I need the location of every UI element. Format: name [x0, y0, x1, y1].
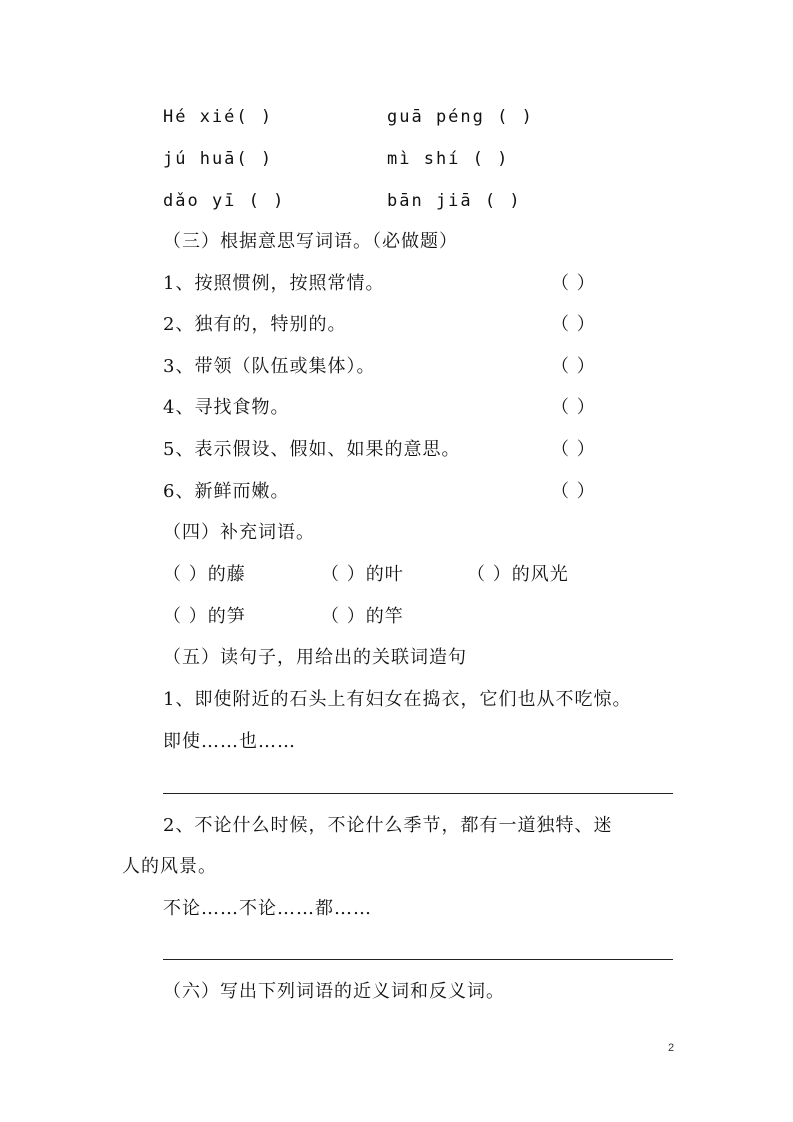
- item-text: 6、新鲜而嫩。: [163, 481, 290, 502]
- section-5-q2-sentence-line-2: 人的风景。: [122, 856, 217, 877]
- pinyin-item-daoyi: dǎo yī ( ): [163, 191, 286, 211]
- answer-blank: （ ）: [551, 481, 596, 502]
- item-text: 3、带领（队伍或集体）。: [163, 356, 376, 377]
- item-text: 5、表示假设、假如、如果的意思。: [163, 439, 461, 460]
- section-5-q1-pattern: 即使……也……: [163, 731, 296, 752]
- section-6-heading: （六）写出下列词语的近义词和反义词。: [163, 981, 505, 1002]
- pinyin-item-guapeng: guā péng ( ): [387, 107, 534, 127]
- section-5-q2-sentence-line-1: 2、不论什么时候，不论什么季节，都有一道独特、迷: [163, 815, 613, 836]
- section-3-heading: （三）根据意思写词语。（必做题）: [163, 231, 458, 252]
- fill-phrase: （ ）的叶: [321, 564, 404, 585]
- answer-blank: （ ）: [551, 356, 596, 377]
- answer-blank: （ ）: [551, 273, 596, 294]
- fill-phrase: （ ）的藤: [163, 564, 246, 585]
- item-text: 4、寻找食物。: [163, 397, 290, 418]
- section-5-q2-pattern: 不论……不论……都……: [163, 898, 372, 919]
- answer-line: [163, 793, 673, 794]
- pinyin-item-mishi: mì shí ( ): [387, 149, 510, 169]
- pinyin-item-hexie: Hé xié( ): [163, 107, 274, 127]
- item-text: 1、按照惯例，按照常情。: [163, 273, 385, 294]
- fill-phrase: （ ）的笋: [163, 606, 246, 627]
- page-number: 2: [668, 1042, 675, 1054]
- answer-blank: （ ）: [551, 439, 596, 460]
- fill-phrase: （ ）的竿: [321, 606, 404, 627]
- section-5-q1-sentence: 1、即使附近的石头上有妇女在捣衣，它们也从不吃惊。: [163, 689, 632, 710]
- fill-phrase: （ ）的风光: [467, 564, 569, 585]
- pinyin-item-banjia: bān jiā ( ): [387, 191, 522, 211]
- answer-line: [163, 959, 673, 960]
- answer-blank: （ ）: [551, 314, 596, 335]
- answer-blank: （ ）: [551, 397, 596, 418]
- section-5-heading: （五）读句子，用给出的关联词造句: [163, 647, 467, 668]
- section-4-heading: （四）补充词语。: [163, 522, 315, 543]
- item-text: 2、独有的，特别的。: [163, 314, 347, 335]
- pinyin-item-juhua: jú huā( ): [163, 149, 274, 169]
